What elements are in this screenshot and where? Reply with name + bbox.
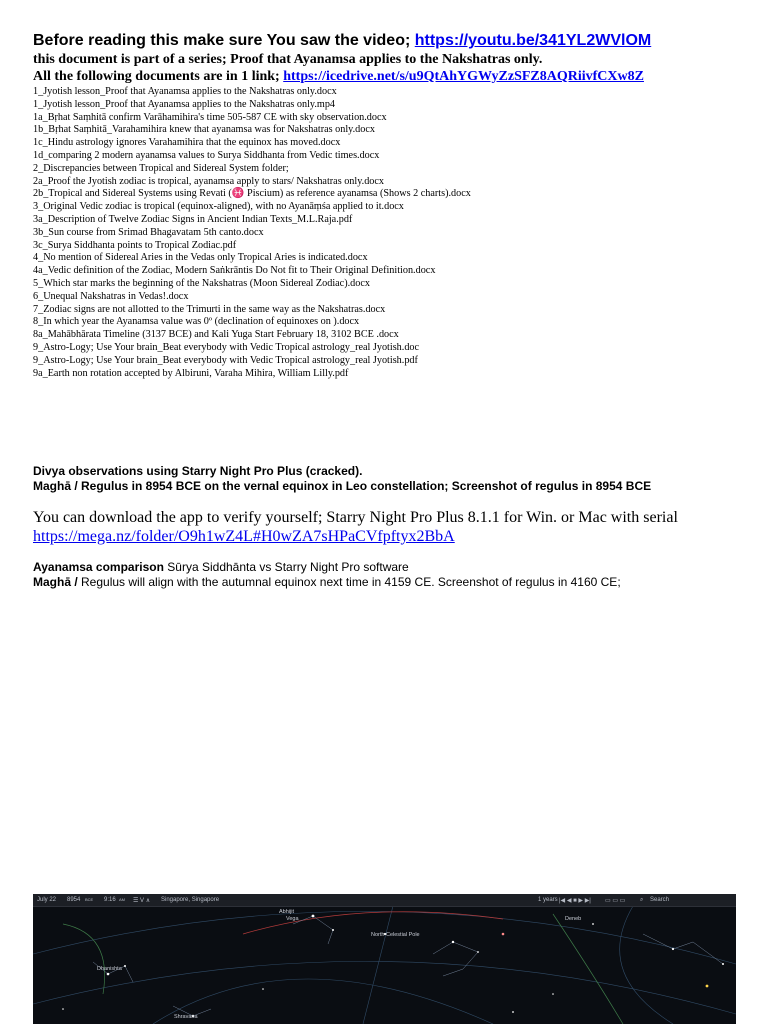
ayanamsa-comparison-line: [33, 560, 621, 575]
list-item: 8_In which year the Ayanamsa value was 0º (declination of equinoxes on ).docx: [33, 316, 360, 328]
sky-speed: 1 years: [538, 897, 558, 903]
list-item: 2a_Proof the Jyotish zodiac is tropical, ayanamsa apply to stars/ Nakshatras only.docx: [33, 175, 385, 187]
all-docs-text: All the following documents are in 1 link;: [33, 69, 280, 84]
sky-ampm: AM: [119, 897, 125, 902]
all-docs-line: [33, 69, 644, 85]
video-link[interactable]: https://youtu.be/341YL2WVlOM: [414, 32, 652, 49]
starry-night-screenshot: [33, 894, 736, 1024]
sky-label-north-celestial-pole: North Celestial Pole: [371, 932, 420, 938]
list-item: 1_Jyotish lesson_Proof that Ayanamsa applies to the Nakshatras only.mp4: [33, 98, 336, 110]
download-text: You can download the app to verify yourself; Starry Night Pro Plus 8.1.1 for Win. or Mac with serial: [33, 509, 678, 526]
divya-observations: [33, 464, 651, 494]
list-item: 4a_Vedic definition of the Zodiac, Modern Saṅkrāntis Do Not fit to Their Original Definition.docx: [33, 265, 436, 277]
magha-line: [33, 575, 621, 590]
download-section: [33, 508, 678, 546]
sky-location: Singapore, Singapore: [161, 897, 220, 903]
list-item: 1a_Bṛhat Saṃhitā confirm Varāhamihira's time 505-587 CE with sky observation.docx: [33, 111, 387, 123]
magha-label: Maghā /: [33, 575, 78, 589]
icedrive-link[interactable]: https://icedrive.net/s/u9QtAhYGWyZzSFZ8AQRiivfCXw8Z: [283, 69, 644, 84]
sky-label-vega: Vega: [286, 916, 299, 922]
search-icon[interactable]: ⌕: [640, 897, 644, 903]
list-item: 3b_Sun course from Srimad Bhagavatam 5th canto.docx: [33, 226, 264, 238]
sky-label-deneb: Deneb: [565, 916, 582, 922]
sky-chart-graphic: [33, 894, 736, 1024]
list-item: 2_Discrepancies between Tropical and Sidereal System folder;: [33, 162, 289, 174]
list-item: 2b_Tropical and Sidereal Systems using Revati (♓ Piscium) as reference ayanamsa (Shows 2 charts).docx: [33, 188, 471, 200]
sky-label-abhijit: Abhijit: [279, 909, 294, 915]
playback-controls-icon[interactable]: |◀ ◀ ■ ▶ ▶|: [559, 898, 591, 904]
sky-label-dhanishta: Dhanishta: [97, 966, 122, 972]
list-item: 4_No mention of Sidereal Aries in the Vedas only Tropical Aries is indicated.docx: [33, 252, 368, 264]
list-item: 1b_Bṛhat Saṃhitā_Varahamihira knew that ayanamsa was for Nakshatras only.docx: [33, 124, 375, 136]
series-text: this document is part of a series; Proof that Ayanamsa applies to the Nakshatras only.: [33, 52, 543, 67]
divya-line-1: Divya observations using Starry Night Pro Plus (cracked).: [33, 464, 363, 478]
list-item: 1d_comparing 2 modern ayanamsa values to Surya Siddhanta from Vedic times.docx: [33, 149, 380, 161]
list-item: 1c_Hindu astrology ignores Varahamihira that the equinox has moved.docx: [33, 137, 341, 149]
sky-year: 8954: [67, 897, 81, 903]
list-item: 9_Astro-Logy; Use Your brain_Beat everybody with Vedic Tropical astrology_real Jyotish.doc: [33, 341, 420, 353]
sky-search[interactable]: Search: [650, 897, 670, 903]
starry-night-toolbar: [33, 894, 736, 907]
sky-view-icons: ☰ V ∧: [133, 898, 151, 904]
magha-text: Regulus will align with the autumnal equinox next time in 4159 CE. Screenshot of regulus in 4160 CE;: [77, 575, 621, 589]
sky-label-shravana: Shravana: [174, 1014, 198, 1020]
mega-link[interactable]: https://mega.nz/folder/O9h1wZ4L#H0wZA7sHPaCVfpftyx2BbA: [33, 528, 455, 545]
ayanamsa-text: Sūrya Siddhānta vs Starry Night Pro software: [163, 560, 409, 574]
panel-icons[interactable]: ▭ ▭ ▭: [605, 898, 626, 904]
sky-date: July 22: [37, 897, 57, 903]
sky-era: BCE: [85, 897, 94, 902]
ayanamsa-section: [33, 560, 621, 590]
divya-line-2: Maghā / Regulus in 8954 BCE on the vernal equinox in Leo constellation; Screenshot of regulus in 8954 BCE: [33, 479, 652, 493]
list-item: 9_Astro-Logy; Use Your brain_Beat everybody with Vedic Tropical astrology_real Jyotish.pdf: [33, 354, 418, 366]
list-item: 8a_Mahābhārata Timeline (3137 BCE) and Kali Yuga Start February 18, 3102 BCE .docx: [33, 329, 399, 341]
document-list: [33, 86, 471, 380]
list-item: 5_Which star marks the beginning of the Nakshatras (Moon Sidereal Zodiac).docx: [33, 277, 370, 289]
list-item: 7_Zodiac signs are not allotted to the Trimurti in the same way as the Nakshatras.docx: [33, 303, 386, 315]
video-intro-line: [33, 32, 651, 50]
list-item: 3a_Description of Twelve Zodiac Signs in Ancient Indian Texts_M.L.Raja.pdf: [33, 213, 353, 225]
sky-time: 9:16: [104, 897, 116, 903]
list-item: 3_Original Vedic zodiac is tropical (equinox-aligned), with no Ayanāṃśa applied to it.docx: [33, 201, 404, 213]
intro-text: Before reading this make sure You saw the video;: [33, 32, 411, 49]
list-item: 6_Unequal Nakshatras in Vedas!.docx: [33, 290, 189, 302]
ayanamsa-label: Ayanamsa comparison: [33, 560, 164, 574]
list-item: 1_Jyotish lesson_Proof that Ayanamsa applies to the Nakshatras only.docx: [33, 86, 337, 97]
list-item: 9a_Earth non rotation accepted by Albiruni, Varaha Mihira, William Lilly.pdf: [33, 367, 349, 379]
list-item: 3c_Surya Siddhanta points to Tropical Zodiac.pdf: [33, 239, 237, 251]
